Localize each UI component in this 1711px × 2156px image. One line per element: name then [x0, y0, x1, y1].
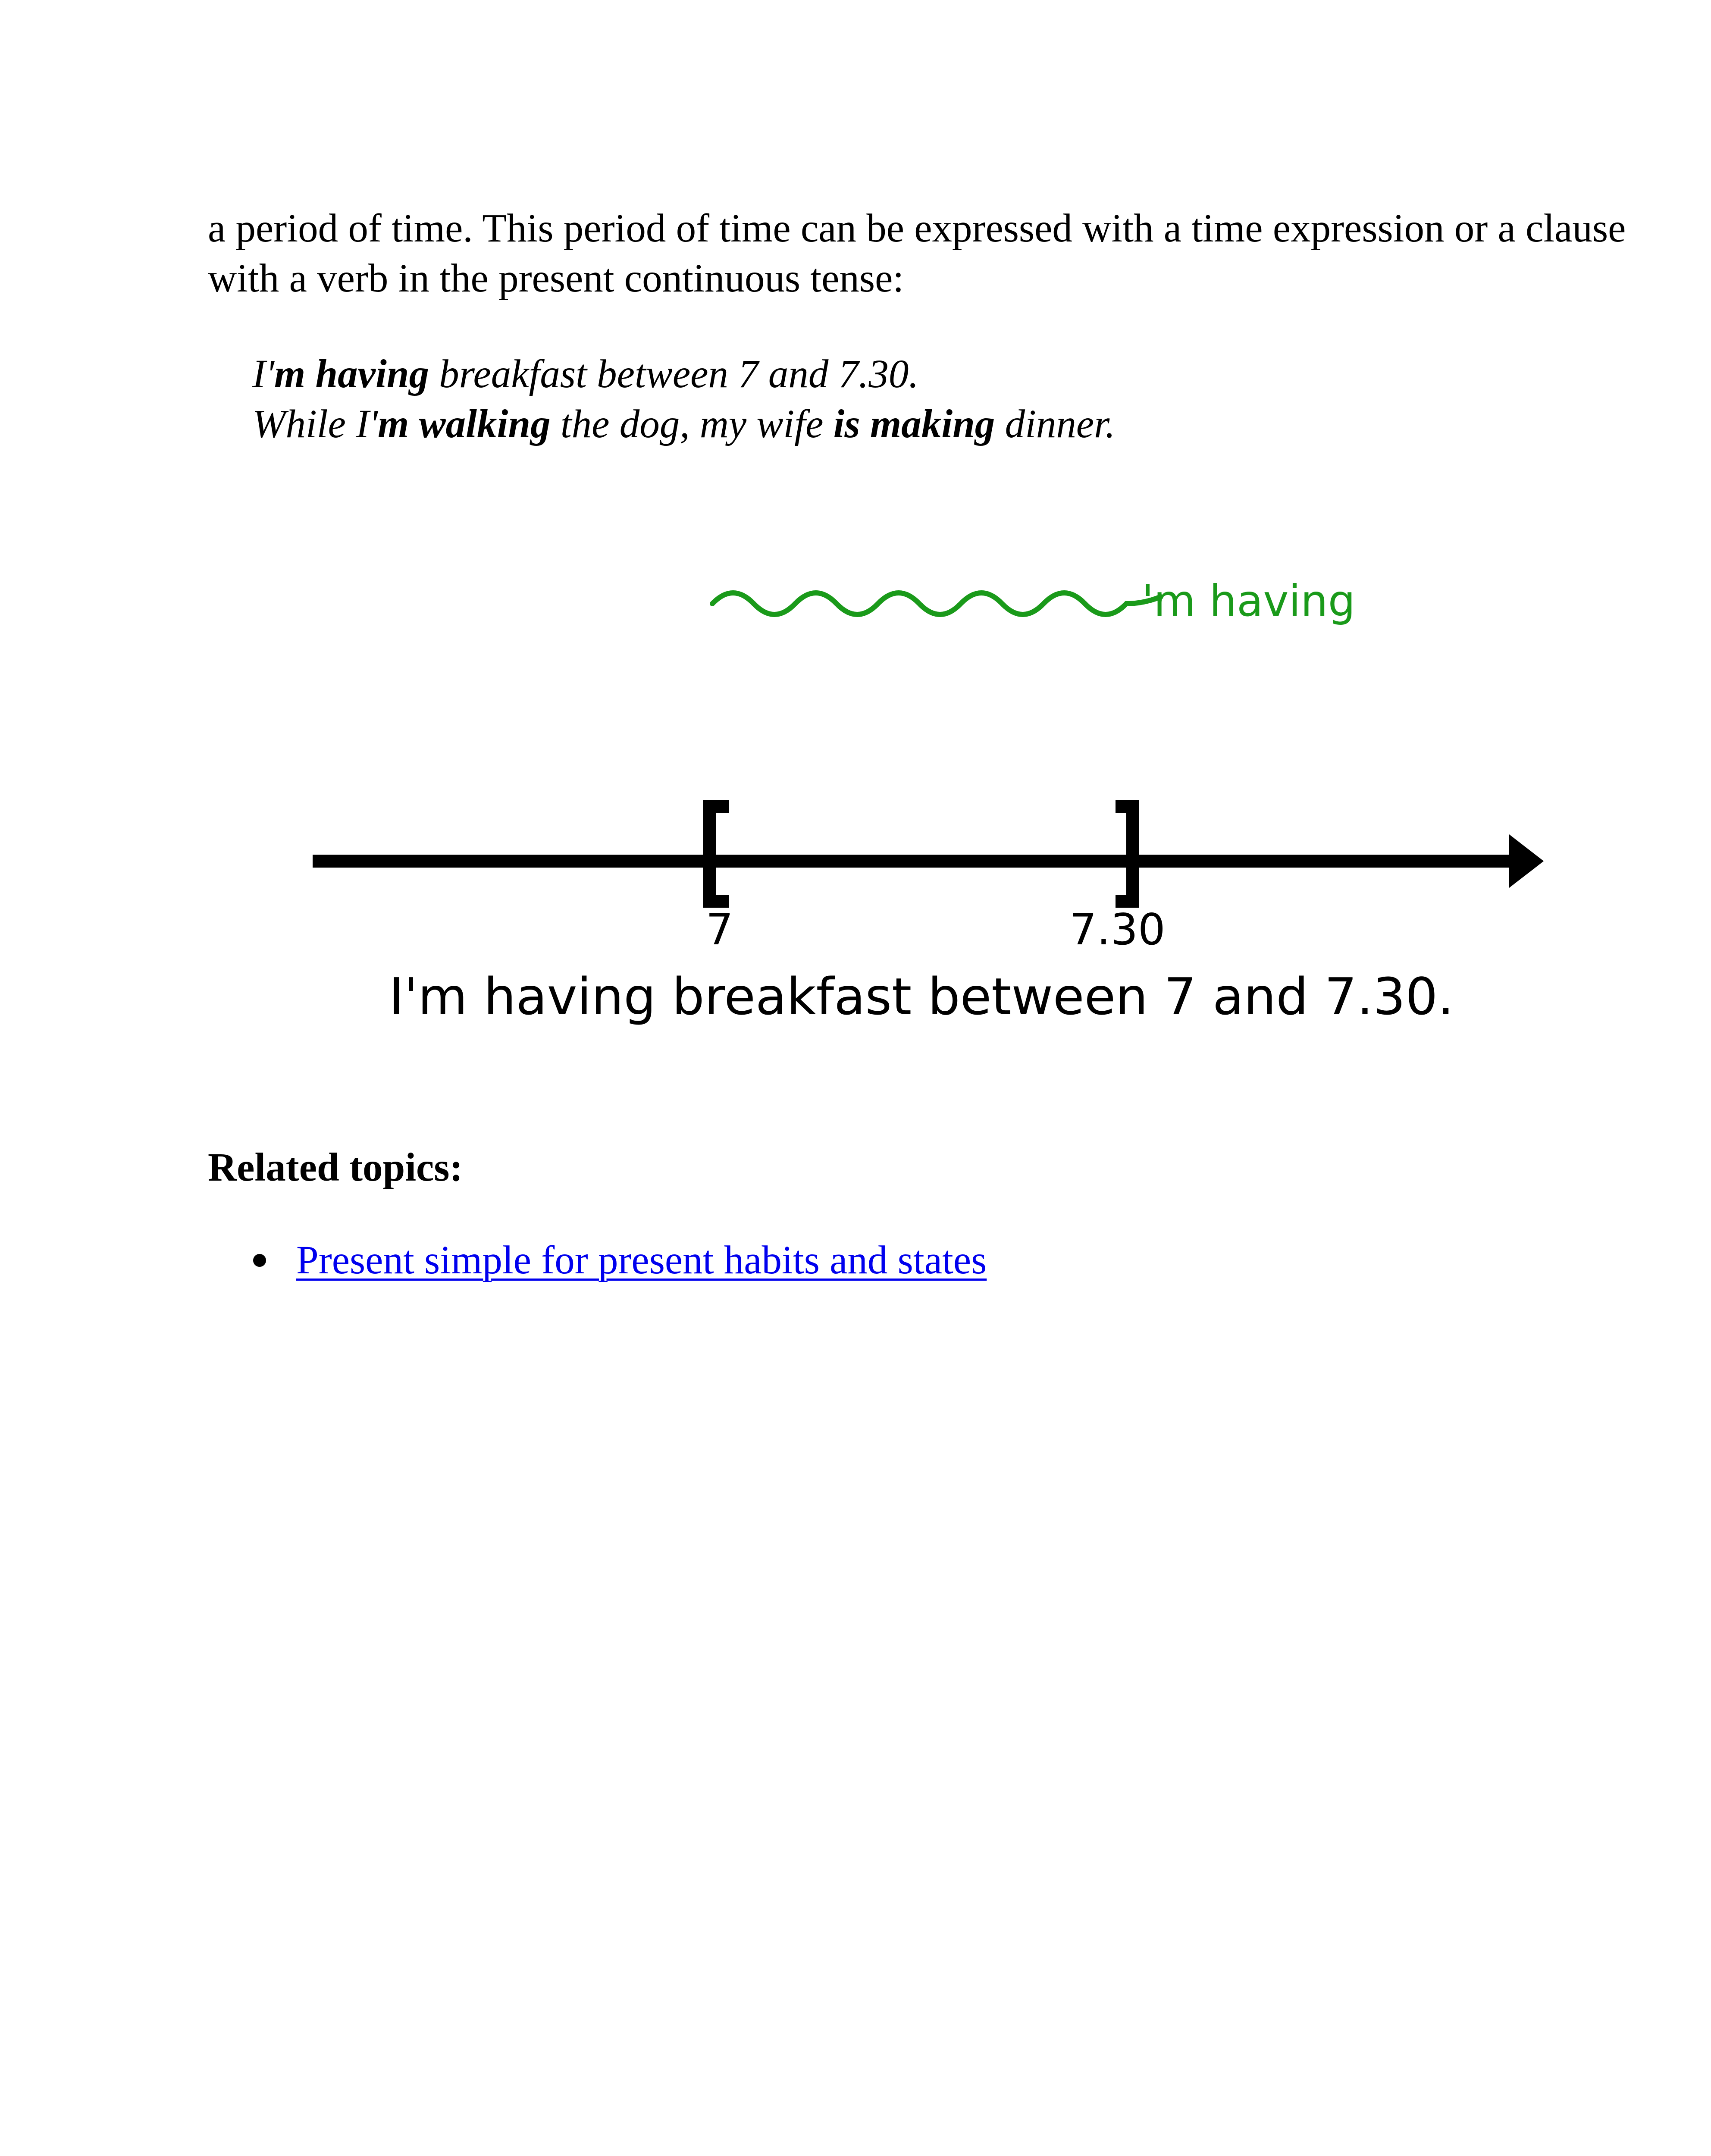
example-text: breakfast between 7 and 7.30. [429, 352, 919, 396]
diagram-caption: I'm having breakfast between 7 and 7.30. [389, 967, 1454, 1026]
arrow-head-icon [1509, 834, 1544, 888]
example-text: While I' [252, 402, 378, 446]
example-text: dinner. [995, 402, 1116, 446]
timeline-svg [298, 552, 1548, 1048]
start-bracket-icon [709, 806, 729, 901]
example-sentence [252, 399, 1115, 449]
end-time-label: 7.30 [1069, 904, 1166, 955]
end-bracket-icon [1116, 806, 1133, 901]
list-item [208, 1235, 987, 1285]
example-sentence [252, 349, 1115, 399]
wave-label: 'm having [1142, 576, 1356, 626]
example-verb: m having [274, 352, 429, 396]
wavy-line-icon [712, 593, 1161, 614]
related-topic-link[interactable]: Present simple for present habits and states [296, 1238, 987, 1282]
example-text: I' [252, 352, 274, 396]
related-topics-heading: Related topics: [208, 1145, 463, 1190]
intro-paragraph: a period of time. This period of time can be expressed with a time expression or a clause with a verb in the present continuous tense: [208, 206, 1626, 301]
example-verb: m walking [378, 402, 551, 446]
related-topics-list [208, 1235, 987, 1285]
timeline-diagram [298, 552, 1548, 1048]
example-text: the dog, my wife [550, 402, 834, 446]
bullet-icon [253, 1254, 266, 1267]
start-time-label: 7 [706, 904, 733, 955]
example-verb: is making [833, 402, 995, 446]
example-sentences [252, 349, 1115, 449]
